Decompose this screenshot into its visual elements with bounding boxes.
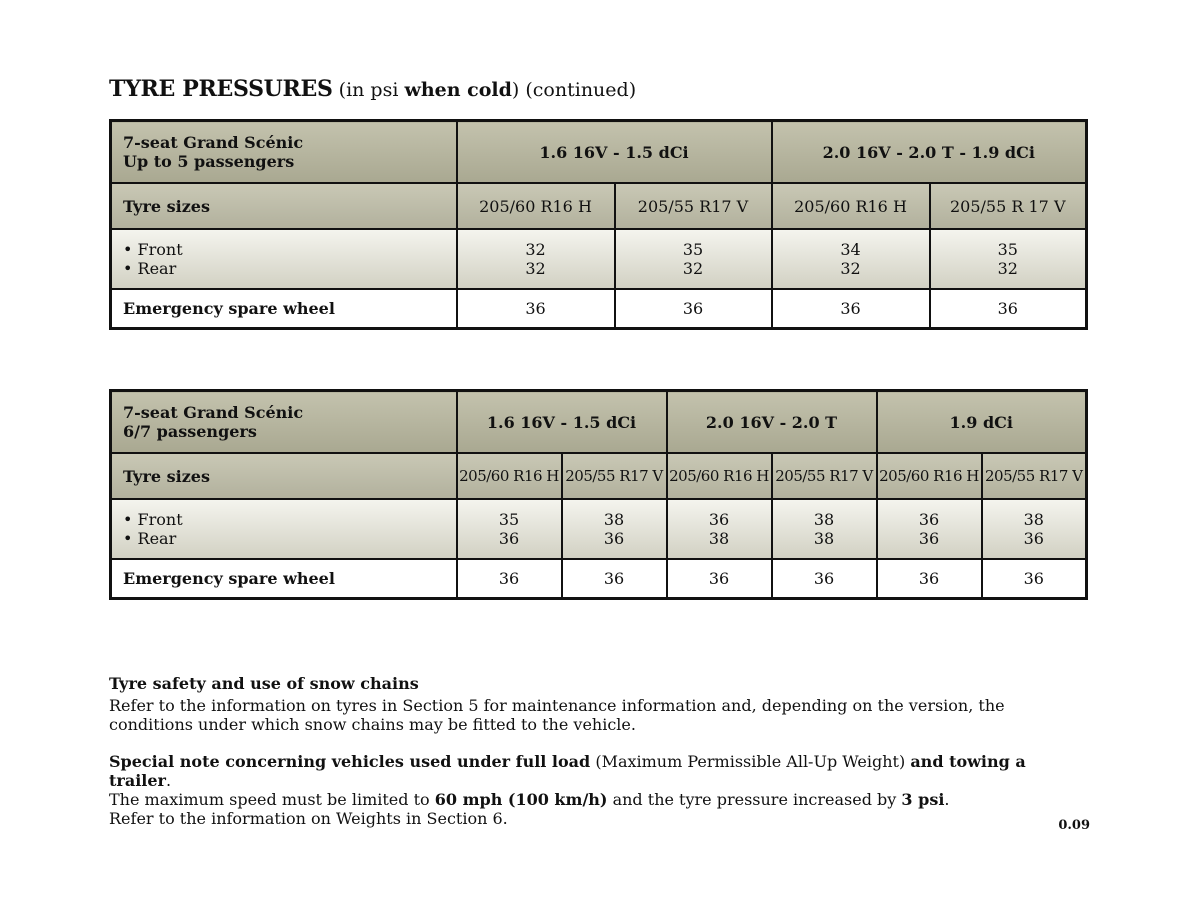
model-line-2: 6/7 passengers (123, 422, 257, 441)
rear-value: 32 (840, 259, 861, 278)
model-cell (111, 121, 457, 184)
tyre-sizes-row (111, 453, 1087, 499)
rear-value: 36 (1023, 529, 1044, 548)
front-value: 35 (997, 240, 1018, 259)
front-label: • Front (123, 240, 183, 259)
table-header-row (111, 391, 1087, 454)
title-continued: (continued) (525, 79, 637, 101)
spare-wheel-row (111, 559, 1087, 599)
model-cell (111, 391, 457, 454)
engine-header: 2.0 16V - 2.0 T (667, 391, 877, 454)
special-note (109, 752, 1089, 828)
rear-value: 36 (918, 529, 940, 548)
front-value: 38 (813, 510, 835, 529)
rear-value: 32 (525, 259, 546, 278)
spare-value: 36 (562, 559, 667, 599)
model-line-2: Up to 5 passengers (123, 152, 295, 171)
engine-header: 1.6 16V - 1.5 dCi (457, 121, 772, 184)
weights-reference: Refer to the information on Weights in Section 6. (109, 809, 508, 828)
engine-header: 2.0 16V - 2.0 T - 1.9 dCi (772, 121, 1087, 184)
front-value: 38 (1023, 510, 1044, 529)
model-line-1: 7-seat Grand Scénic (123, 133, 304, 152)
pressure-cell (930, 229, 1087, 289)
spare-value: 36 (457, 289, 615, 329)
title-close-paren: ) (511, 79, 520, 101)
table-header-row (111, 121, 1087, 184)
tyre-size-cell: 205/55 R17 V (562, 453, 667, 499)
model-line-1: 7-seat Grand Scénic (123, 403, 304, 422)
pressure-cell (457, 229, 615, 289)
safety-heading: Tyre safety and use of snow chains (109, 674, 419, 693)
tyre-sizes-row (111, 183, 1087, 229)
speed-text-2: and the tyre pressure increased by (607, 790, 902, 809)
tyre-size-cell: 205/60 R16 H (772, 183, 930, 229)
title-in-psi: (in psi (338, 79, 399, 101)
front-value: 35 (682, 240, 704, 259)
rear-label: • Rear (123, 529, 177, 548)
front-label: • Front (123, 510, 183, 529)
pressure-row (111, 499, 1087, 559)
safety-body: Refer to the information on tyres in Section 5 for maintenance information and, depending on the version, the conditions under which snow chains may be fitted to the vehicle. (109, 696, 1005, 734)
title-main: TYRE PRESSURES (109, 76, 333, 102)
speed-text-3: . (944, 790, 950, 809)
tyre-pressure-table-6-7-passengers (109, 389, 1088, 600)
pressure-cell (667, 499, 772, 559)
special-note-text-2: . (165, 771, 172, 790)
pressure-cell (615, 229, 772, 289)
spare-label: Emergency spare wheel (111, 289, 457, 329)
engine-header: 1.6 16V - 1.5 dCi (457, 391, 667, 454)
tyre-size-cell: 205/60 R16 H (457, 453, 562, 499)
page-number: 0.09 (1058, 818, 1090, 833)
tyre-size-cell: 205/60 R16 H (667, 453, 772, 499)
tyre-sizes-label: Tyre sizes (111, 453, 457, 499)
spare-value: 36 (772, 289, 930, 329)
front-rear-label (111, 229, 457, 289)
spare-value: 36 (877, 559, 982, 599)
front-value: 35 (498, 510, 520, 529)
spare-wheel-row (111, 289, 1087, 329)
special-note-text-1: (Maximum Permissible All-Up Weight) (590, 752, 911, 771)
pressure-cell (457, 499, 562, 559)
rear-value: 36 (603, 529, 625, 548)
spare-value: 36 (615, 289, 772, 329)
front-value: 36 (708, 510, 730, 529)
pressure-cell (772, 499, 877, 559)
rear-value: 32 (682, 259, 704, 278)
tyre-size-cell: 205/55 R 17 V (930, 183, 1087, 229)
rear-value: 36 (498, 529, 520, 548)
spare-label: Emergency spare wheel (111, 559, 457, 599)
rear-value: 32 (997, 259, 1018, 278)
pressure-cell (772, 229, 930, 289)
front-value: 34 (840, 240, 861, 259)
front-value: 38 (603, 510, 625, 529)
tyre-size-cell: 205/60 R16 H (457, 183, 615, 229)
pressure-increase: 3 psi (901, 790, 945, 809)
spare-value: 36 (667, 559, 772, 599)
tyre-size-cell: 205/55 R17 V (772, 453, 877, 499)
tyre-size-cell: 205/55 R17 V (982, 453, 1087, 499)
pressure-cell (562, 499, 667, 559)
pressure-row (111, 229, 1087, 289)
front-rear-label (111, 499, 457, 559)
pressure-cell (877, 499, 982, 559)
title-when-cold: when cold (404, 79, 512, 101)
tyre-pressure-table-5-passengers (109, 119, 1088, 330)
special-note-bold-1: Special note concerning vehicles used under full load (109, 752, 591, 771)
front-value: 36 (918, 510, 940, 529)
spare-value: 36 (930, 289, 1087, 329)
spare-value: 36 (982, 559, 1087, 599)
special-note-bold-2: and towing a trailer (109, 752, 1026, 790)
page-title (109, 76, 636, 102)
speed-text-1: The maximum speed must be limited to (109, 790, 435, 809)
spare-value: 36 (772, 559, 877, 599)
pressure-cell (982, 499, 1087, 559)
speed-limit: 60 mph (100 km/h) (434, 790, 608, 809)
rear-value: 38 (708, 529, 730, 548)
rear-value: 38 (813, 529, 835, 548)
rear-label: • Rear (123, 259, 177, 278)
tyre-size-cell: 205/60 R16 H (877, 453, 982, 499)
engine-header: 1.9 dCi (877, 391, 1087, 454)
spare-value: 36 (457, 559, 562, 599)
tyre-sizes-label: Tyre sizes (111, 183, 457, 229)
front-value: 32 (525, 240, 546, 259)
tyre-size-cell: 205/55 R17 V (615, 183, 772, 229)
